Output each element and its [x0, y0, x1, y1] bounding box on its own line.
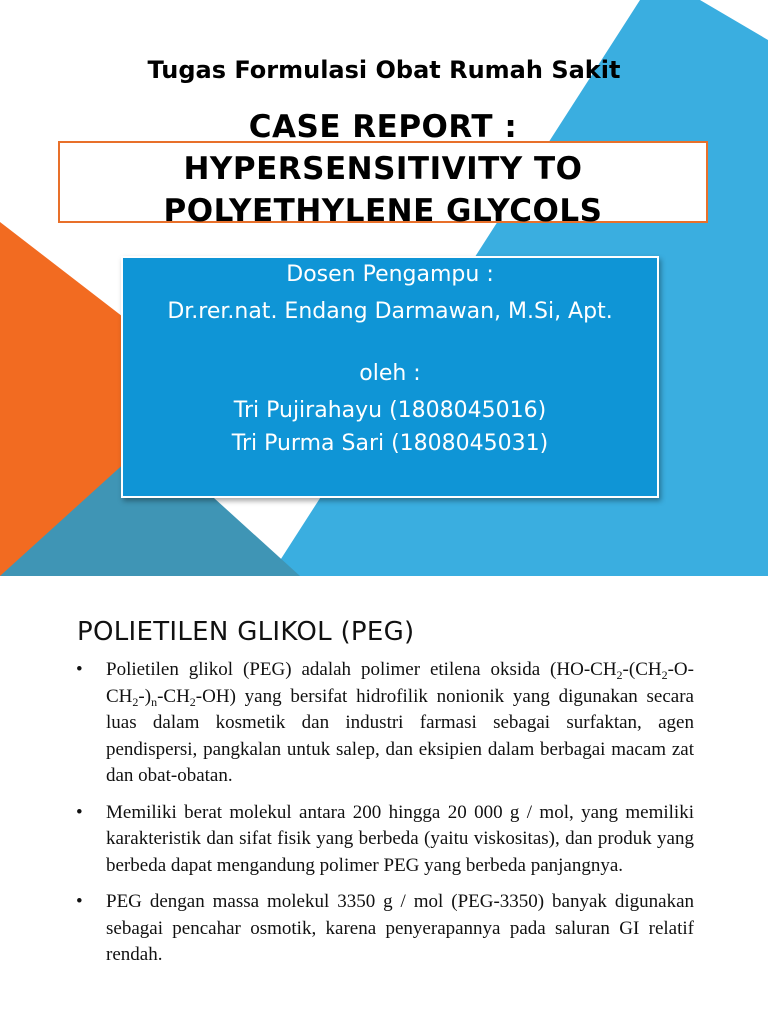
subscript: 2 [132, 694, 139, 709]
title-line-3: POLYETHYLENE GLYCOLS [163, 193, 603, 229]
lecturer-name: Dr.rer.nat. Endang Darmawan, M.Si, Apt. [167, 299, 613, 324]
subscript: 2 [189, 694, 196, 709]
content-slide [0, 577, 768, 1024]
subscript: 2 [661, 668, 668, 682]
bullet-dot: • [76, 891, 83, 912]
author-1: Tri Pujirahayu (1808045016) [233, 398, 547, 423]
bullet-item-peg-3350 [74, 889, 694, 969]
subscript: n [151, 694, 158, 709]
title-line-1: CASE REPORT : [248, 109, 518, 145]
bullet-dot: • [76, 801, 83, 823]
text-segment: Polietilen glikol (PEG) adalah polimer etilena oksida (HO-CH [106, 659, 617, 680]
text-segment: -CH [157, 685, 190, 707]
subscript: 2 [616, 668, 623, 682]
author-2: Tri Purma Sari (1808045031) [231, 431, 549, 456]
text-segment: -O-CH [106, 659, 694, 707]
bullet-list [74, 657, 694, 979]
bullet-text: PEG dengan massa molekul 3350 g / mol (PEG-3350) banyak digunakan sebagai pencahar osmotik, karena penyerapannya pada saluran GI relatif rendah. [106, 891, 694, 965]
text-segment: -(CH [622, 659, 662, 680]
case-report-title [58, 106, 708, 232]
lecturer-label: Dosen Pengampu : [286, 262, 494, 287]
bullet-item-peg-definition [74, 657, 694, 790]
text-segment: -OH) yang bersifat hidrofilik nonionik yang digunakan secara luas dalam kosmetik dan industri farmasi sebagai surfaktan, agen pendispersi, pangkalan untuk salep, dan eksipien dalam berbagai macam zat dan obat-obatan. [106, 685, 694, 786]
bullet-item-molecular-weight [74, 800, 694, 880]
title-line-2: HYPERSENSITIVITY TO [183, 151, 583, 187]
course-title: Tugas Formulasi Obat Rumah Sakit [147, 56, 621, 84]
bullet-dot: • [76, 659, 83, 680]
author-label: oleh : [359, 361, 421, 386]
info-text [121, 259, 659, 459]
bullet-text: Memiliki berat molekul antara 200 hingga 20 000 g / mol, yang memiliki karakteristik dan sifat fisik yang berbeda (yaitu viskositas), dan produk yang berbeda dapat mengandung polimer PEG yang berbeda panjangnya. [106, 801, 694, 876]
text-segment: -) [138, 685, 152, 707]
slide-title: POLIETILEN GLIKOL (PEG) [77, 617, 415, 647]
